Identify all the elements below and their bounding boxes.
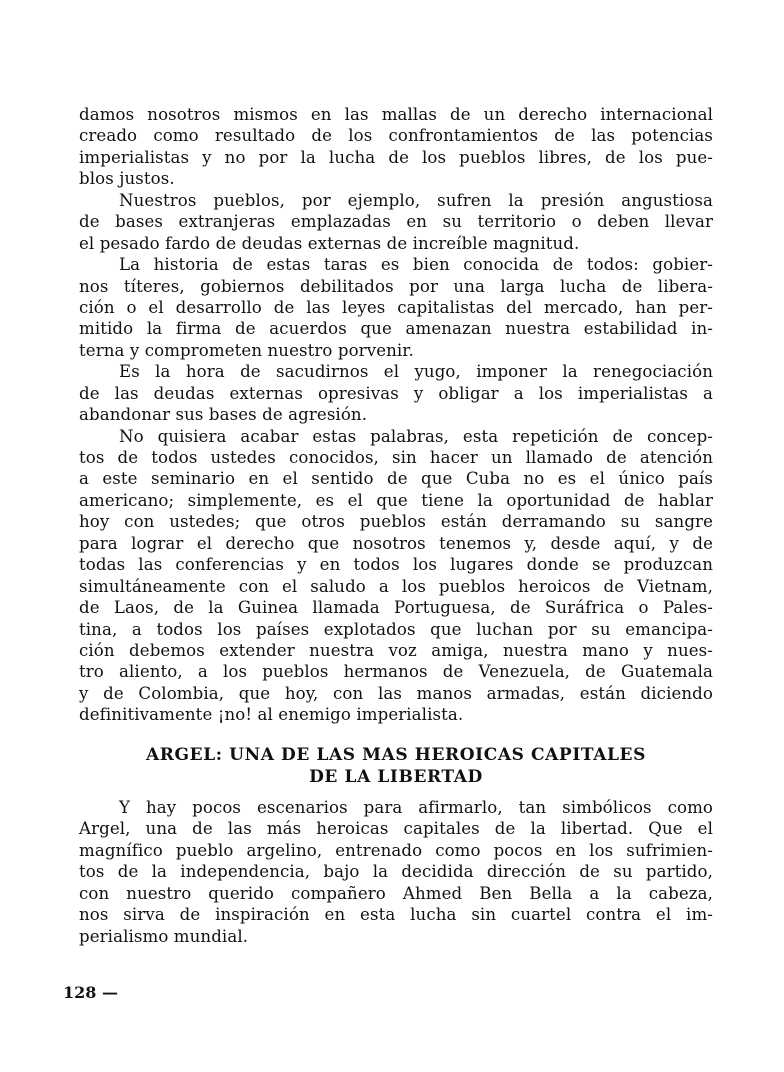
text-line: con nuestro querido compañero Ahmed Ben Bella a la cabeza, xyxy=(79,883,713,903)
text-line: nos títeres, gobiernos debilitados por una larga lucha de libera- xyxy=(79,276,713,296)
text-line: creado como resultado de los confrontamientos de las potencias xyxy=(79,126,713,146)
text-line: Argel, una de las más heroicas capitales de la libertad. Que el xyxy=(79,819,713,839)
text-line: damos nosotros mismos en las mallas de un derecho internacional xyxy=(79,105,713,124)
text-line: todas las conferencias y en todos los lugares donde se produzcan xyxy=(79,555,713,575)
text-line: de Laos, de la Guinea llamada Portuguesa, de Suráfrica o Pales- xyxy=(79,598,713,618)
text-line: de las deudas externas opresivas y obligar a los imperialistas a xyxy=(79,383,713,403)
text-line: La historia de estas taras es bien conocida de todos: gobier- xyxy=(119,255,713,275)
text-line: para lograr el derecho que nosotros tenemos y, desde aquí, y de xyxy=(79,533,713,553)
text-line: nos sirva de inspiración en esta lucha sin cuartel contra el im- xyxy=(79,905,713,925)
text-line: imperialistas y no por la lucha de los pueblos libres, de los pue- xyxy=(79,147,713,167)
text-line: hoy con ustedes; que otros pueblos están derramando su sangre xyxy=(79,512,713,532)
text-line: tina, a todos los países explotados que luchan por su emancipa- xyxy=(79,619,713,639)
text-line: americano; simplemente, es el que tiene la oportunidad de hablar xyxy=(79,490,713,510)
body-text-block-1 xyxy=(79,104,713,726)
text-line: mitido la firma de acuerdos que amenazan nuestra estabilidad in- xyxy=(79,319,713,339)
text-line: simultáneamente con el saludo a los pueblos heroicos de Vietnam, xyxy=(79,576,713,596)
text-line: de bases extranjeras emplazadas en su territorio o deben llevar xyxy=(79,212,713,232)
text-line: a este seminario en el sentido de que Cuba no es el único país xyxy=(79,469,713,489)
text-line: No quisiera acabar estas palabras, esta repetición de concep- xyxy=(119,426,713,446)
text-line: Y hay pocos escenarios para afirmarlo, tan simbólicos como xyxy=(119,798,713,817)
text-line: y de Colombia, que hoy, con las manos armadas, están diciendo xyxy=(79,683,713,703)
text-line: terna y comprometen nuestro porvenir. xyxy=(79,340,414,360)
text-line: definitivamente ¡no! al enemigo imperialista. xyxy=(79,705,464,725)
text-line: tro aliento, a los pueblos hermanos de Venezuela, de Guatemala xyxy=(79,662,713,682)
text-line: tos de la independencia, bajo la decidida dirección de su partido, xyxy=(79,862,713,882)
section-heading-line-2: DE LA LIBERTAD xyxy=(309,767,483,787)
text-line: perialismo mundial. xyxy=(79,926,249,946)
text-line: ción o el desarrollo de las leyes capitalistas del mercado, han per- xyxy=(79,297,713,317)
text-line: Es la hora de sacudirnos el yugo, imponer la renegociación xyxy=(119,362,713,382)
text-line: tos de todos ustedes conocidos, sin hacer un llamado de atención xyxy=(79,448,713,467)
text-line: ción debemos extender nuestra voz amiga, nuestra mano y nues- xyxy=(79,640,713,660)
section-heading-line-1: ARGEL: UNA DE LAS MAS HEROICAS CAPITALES xyxy=(146,745,646,765)
text-line: el pesado fardo de deudas externas de increíble magnitud. xyxy=(79,233,580,253)
body-text-block-2 xyxy=(79,797,713,947)
text-line: abandonar sus bases de agresión. xyxy=(79,405,368,425)
text-line: magnífico pueblo argelino, entrenado como pocos en los sufrimien- xyxy=(79,840,713,860)
section-heading xyxy=(79,744,713,788)
page-number: 128 — xyxy=(63,983,118,1002)
text-line: blos justos. xyxy=(79,169,175,189)
text-line: Nuestros pueblos, por ejemplo, sufren la presión angustiosa xyxy=(119,190,713,210)
